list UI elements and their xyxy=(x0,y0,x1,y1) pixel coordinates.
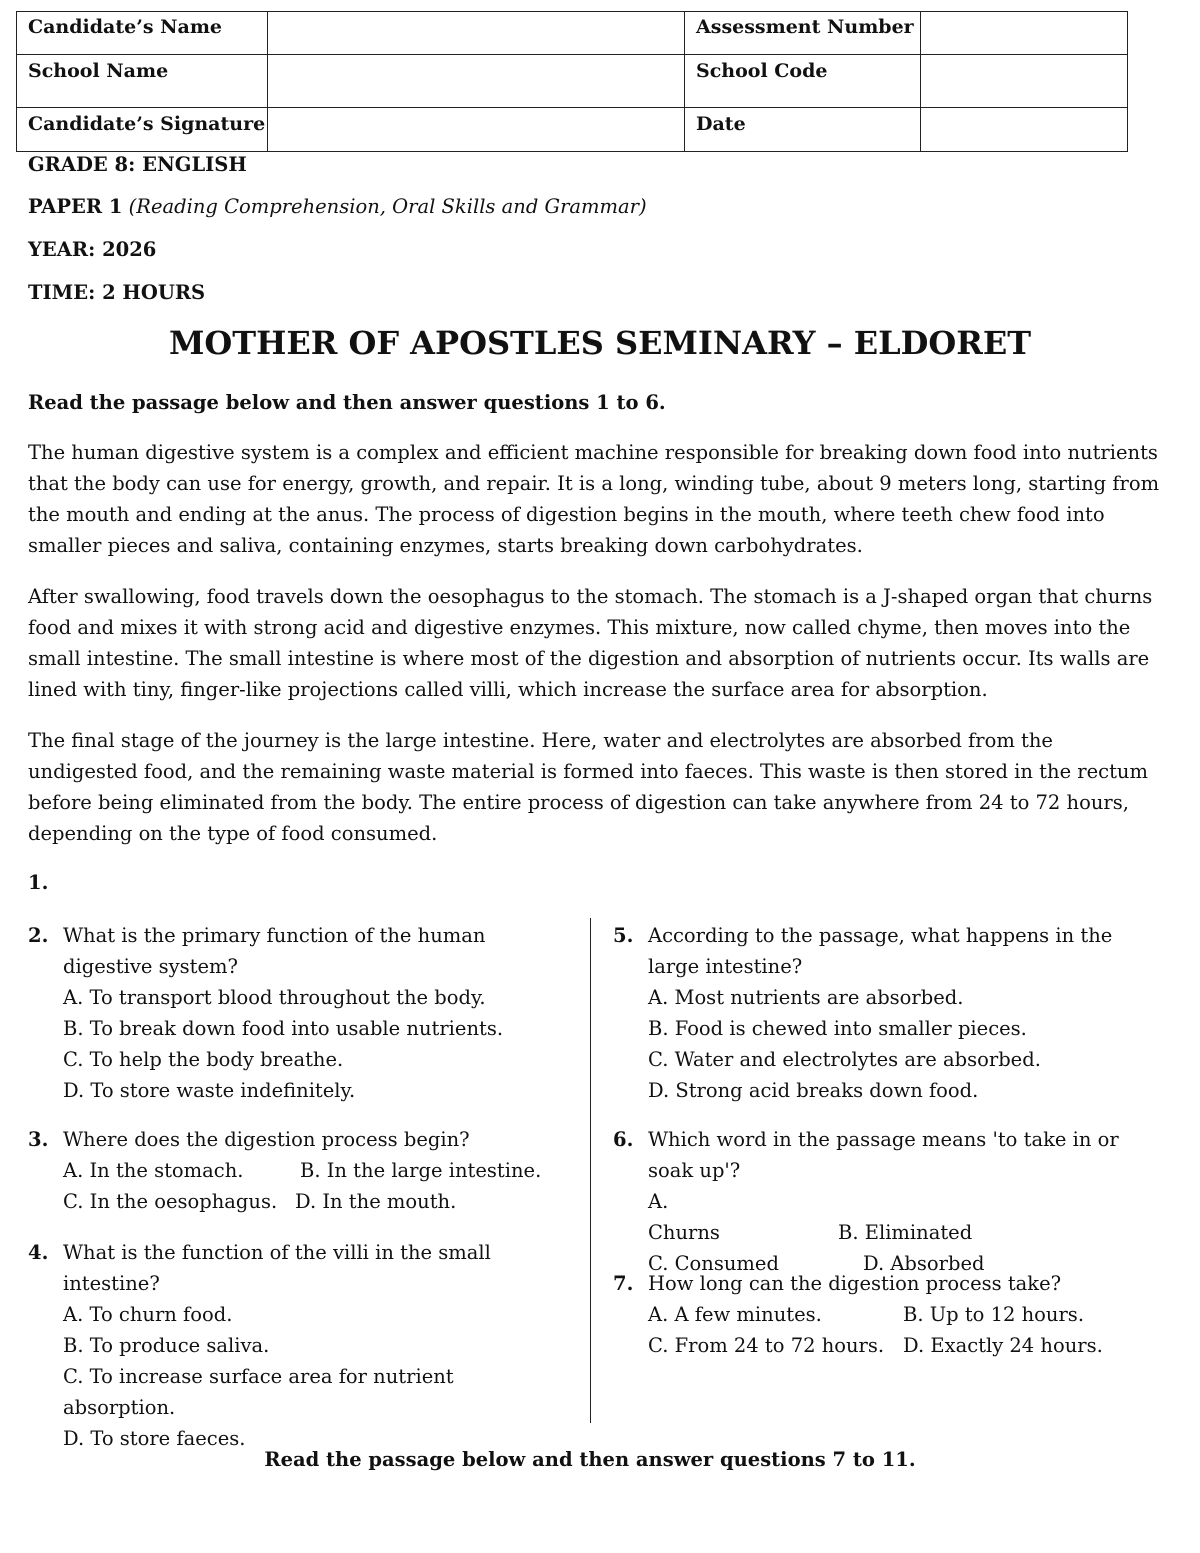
date-label: Date xyxy=(685,108,921,152)
option-c: C. To help the body breathe. xyxy=(63,1048,344,1071)
question-number: 2. xyxy=(28,924,49,947)
candidate-signature-label: Candidate’s Signature xyxy=(17,108,268,152)
option-b: B. Eliminated xyxy=(838,1221,973,1244)
column-divider xyxy=(590,918,591,1423)
options-row xyxy=(648,1330,1158,1361)
question-stem: What is the function of the villi in the small intestine? xyxy=(63,1241,491,1295)
passage-paragraph-3: The final stage of the journey is the large intestine. Here, water and electrolytes are absorbed from the undigested food, and the remaining waste material is formed into faeces. This waste is then stored in the rectum before being eliminated from the body. The entire process of digestion can take anywhere from 24 to 72 hours, depending on the type of food consumed. xyxy=(28,729,1148,845)
paper-line xyxy=(28,194,647,220)
option-b: B. Up to 12 hours. xyxy=(903,1303,1085,1326)
table-row xyxy=(17,12,1128,55)
option-d: D. Absorbed xyxy=(863,1252,985,1275)
option-d: D. Exactly 24 hours. xyxy=(903,1334,1103,1357)
date-field[interactable] xyxy=(921,108,1128,152)
paper-subtitle: (Reading Comprehension, Oral Skills and Grammar) xyxy=(128,195,647,218)
assessment-number-label: Assessment Number xyxy=(685,12,921,55)
candidate-name-label: Candidate’s Name xyxy=(17,12,268,55)
option-c: C. Water and electrolytes are absorbed. xyxy=(648,1048,1041,1071)
option-a-word: Churns xyxy=(648,1221,720,1244)
candidate-signature-field[interactable] xyxy=(268,108,685,152)
school-name-label: School Name xyxy=(17,55,268,108)
question-5 xyxy=(613,920,1158,1106)
school-title: MOTHER OF APOSTLES SEMINARY – ELDORET xyxy=(168,324,1032,362)
question-1-number: 1. xyxy=(28,871,49,894)
option-b: B. To break down food into usable nutrients. xyxy=(63,1017,504,1040)
option-c: C. Consumed xyxy=(648,1252,779,1275)
options-row xyxy=(63,1155,568,1186)
school-code-label: School Code xyxy=(685,55,921,108)
question-number: 5. xyxy=(613,924,634,947)
question-number: 7. xyxy=(613,1272,634,1295)
options-row xyxy=(648,1299,1158,1330)
option-c: C. In the oesophagus. xyxy=(63,1190,278,1213)
grade-line: GRADE 8: ENGLISH xyxy=(28,153,247,176)
options-row xyxy=(648,1217,1158,1248)
school-name-field[interactable] xyxy=(268,55,685,108)
question-stem: How long can the digestion process take? xyxy=(648,1272,1062,1295)
option-a: A. To transport blood throughout the body. xyxy=(63,986,486,1009)
option-b: B. In the large intestine. xyxy=(300,1159,542,1182)
option-d: D. In the mouth. xyxy=(295,1190,457,1213)
option-c: C. To increase surface area for nutrient absorption. xyxy=(63,1365,454,1419)
candidate-info-table xyxy=(16,11,1128,152)
instruction-questions-7-11: Read the passage below and then answer questions 7 to 11. xyxy=(264,1448,916,1471)
option-d: D. To store waste indefinitely. xyxy=(63,1079,356,1102)
option-b: B. Food is chewed into smaller pieces. xyxy=(648,1017,1027,1040)
candidate-name-field[interactable] xyxy=(268,12,685,55)
question-stem: Which word in the passage means 'to take in or soak up'?A. xyxy=(648,1128,1119,1213)
passage-paragraph-1: The human digestive system is a complex and efficient machine responsible for breaking down food into nutrients that the body can use for energy, growth, and repair. It is a long, winding tube, about 9 meters long, starting from the mouth and ending at the anus. The process of digestion begins in the mouth, where teeth chew food into smaller pieces and saliva, containing enzymes, starts breaking down carbohydrates. xyxy=(28,441,1160,557)
question-number: 4. xyxy=(28,1241,49,1264)
question-number: 6. xyxy=(613,1128,634,1151)
question-6 xyxy=(613,1124,1158,1279)
time-line: TIME: 2 HOURS xyxy=(28,281,206,304)
option-a: A. To churn food. xyxy=(63,1303,233,1326)
options-row xyxy=(63,1186,568,1217)
option-d: D. To store faeces. xyxy=(63,1427,246,1450)
question-stem: According to the passage, what happens in the large intestine? xyxy=(648,924,1113,978)
question-number: 3. xyxy=(28,1128,49,1151)
option-a-prefix: A. xyxy=(648,1190,669,1213)
instruction-questions-1-6: Read the passage below and then answer questions 1 to 6. xyxy=(28,391,666,414)
option-d: D. Strong acid breaks down food. xyxy=(648,1079,979,1102)
assessment-number-field[interactable] xyxy=(921,12,1128,55)
year-line: YEAR: 2026 xyxy=(28,238,157,261)
question-7 xyxy=(613,1268,1158,1361)
option-a: A. A few minutes. xyxy=(648,1303,822,1326)
option-a: A. In the stomach. xyxy=(63,1159,244,1182)
paper-label: PAPER 1 xyxy=(28,195,123,218)
passage-paragraph-2: After swallowing, food travels down the oesophagus to the stomach. The stomach is a J-shaped organ that churns food and mixes it with strong acid and digestive enzymes. This mixture, now called chyme, then moves into the small intestine. The small intestine is where most of the digestion and absorption of nutrients occur. Its walls are lined with tiny, finger-like projections called villi, which increase the surface area for absorption. xyxy=(28,585,1153,701)
option-a: A. Most nutrients are absorbed. xyxy=(648,986,964,1009)
question-stem: What is the primary function of the human digestive system? xyxy=(63,924,486,978)
question-2 xyxy=(28,920,568,1106)
question-stem: Where does the digestion process begin? xyxy=(63,1128,470,1151)
question-4 xyxy=(28,1237,558,1454)
school-code-field[interactable] xyxy=(921,55,1128,108)
question-3 xyxy=(28,1124,568,1217)
option-c: C. From 24 to 72 hours. xyxy=(648,1334,885,1357)
table-row xyxy=(17,108,1128,152)
table-row xyxy=(17,55,1128,108)
option-b: B. To produce saliva. xyxy=(63,1334,270,1357)
